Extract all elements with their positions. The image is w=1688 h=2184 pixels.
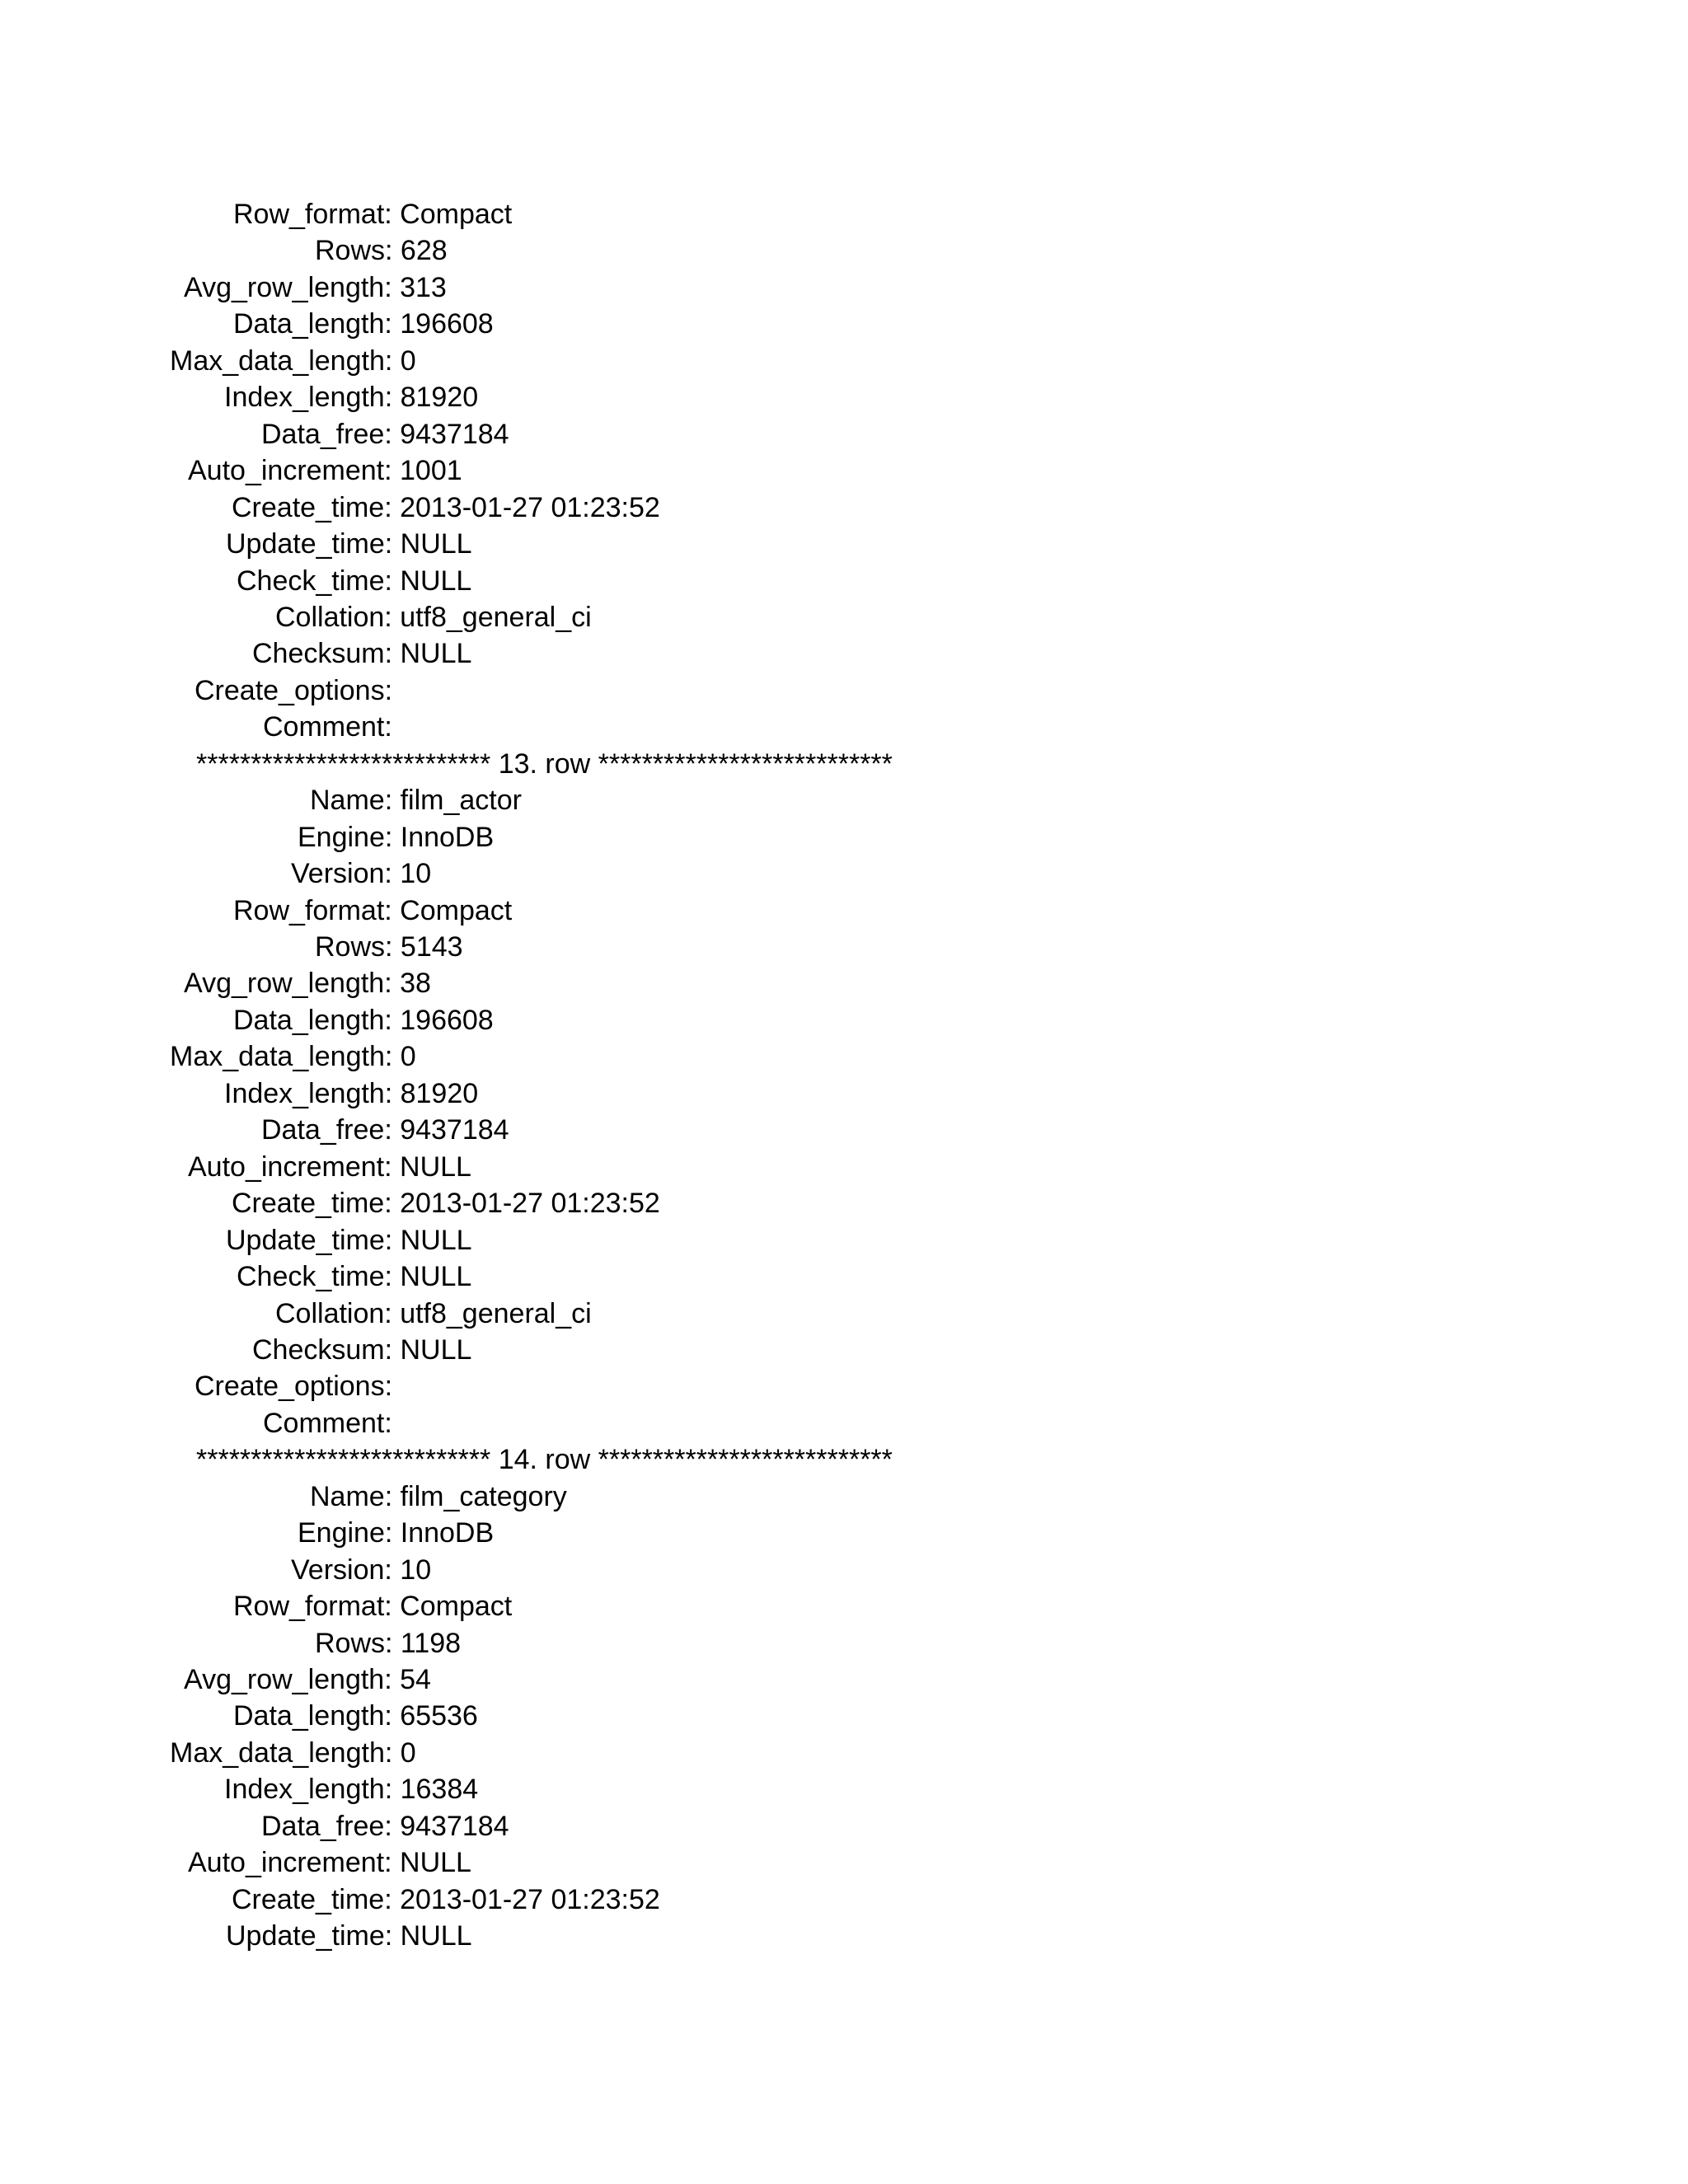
text-line-collation: Collation: utf8_general_ci xyxy=(275,1298,592,1329)
text-line-check-time: Check_time: NULL xyxy=(237,565,472,597)
text-line-max-data-length: Max_data_length: 0 xyxy=(170,1737,416,1769)
row-separator-14: *************************** 14. row *************************** xyxy=(196,1444,893,1475)
text-line-create-time: Create_time: 2013-01-27 01:23:52 xyxy=(232,492,660,523)
text-line-avg-row-length: Avg_row_length: 313 xyxy=(184,272,447,303)
text-line-data-free: Data_free: 9437184 xyxy=(261,419,509,450)
text-line-create-options: Create_options: xyxy=(195,675,393,706)
text-line-update-time: Update_time: NULL xyxy=(226,1920,472,1952)
text-line-max-data-length: Max_data_length: 0 xyxy=(170,345,416,377)
text-line-checksum: Checksum: NULL xyxy=(252,1334,472,1366)
text-line-data-free: Data_free: 9437184 xyxy=(261,1114,509,1146)
text-line-update-time: Update_time: NULL xyxy=(226,528,472,560)
text-line-comment: Comment: xyxy=(263,1408,392,1439)
text-line-check-time: Check_time: NULL xyxy=(237,1261,472,1292)
text-line-max-data-length: Max_data_length: 0 xyxy=(170,1041,416,1072)
text-line-avg-row-length: Avg_row_length: 54 xyxy=(184,1664,431,1695)
text-line-row-format: Row_format: Compact xyxy=(233,199,513,230)
text-line-checksum: Checksum: NULL xyxy=(252,638,472,669)
text-line-auto-increment: Auto_increment: NULL xyxy=(188,1151,471,1183)
text-line-comment: Comment: xyxy=(263,711,392,743)
text-line-row-format: Row_format: Compact xyxy=(233,1591,513,1622)
text-line-auto-increment: Auto_increment: 1001 xyxy=(188,455,462,486)
row-separator-13: *************************** 13. row *************************** xyxy=(196,748,893,780)
text-line-data-length: Data_length: 196608 xyxy=(233,1005,494,1036)
text-line-data-free: Data_free: 9437184 xyxy=(261,1811,509,1842)
text-line-index-length: Index_length: 81920 xyxy=(224,1078,479,1109)
text-line-data-length: Data_length: 65536 xyxy=(233,1700,478,1732)
text-line-auto-increment: Auto_increment: NULL xyxy=(188,1847,471,1878)
text-line-collation: Collation: utf8_general_ci xyxy=(275,602,592,633)
text-line-rows: Rows: 5143 xyxy=(315,931,463,963)
text-line-index-length: Index_length: 16384 xyxy=(224,1774,479,1805)
text-line-data-length: Data_length: 196608 xyxy=(233,308,494,340)
text-line-rows: Rows: 1198 xyxy=(315,1628,462,1659)
text-line-index-length: Index_length: 81920 xyxy=(224,382,479,413)
text-line-create-options: Create_options: xyxy=(195,1371,393,1402)
text-line-version: Version: 10 xyxy=(291,1554,432,1586)
text-line-engine: Engine: InnoDB xyxy=(298,822,495,853)
text-line-create-time: Create_time: 2013-01-27 01:23:52 xyxy=(232,1188,660,1219)
text-line-row-format: Row_format: Compact xyxy=(233,895,513,926)
text-line-name: Name: film_category xyxy=(310,1481,567,1512)
text-line-rows: Rows: 628 xyxy=(315,235,448,266)
text-line-create-time: Create_time: 2013-01-27 01:23:52 xyxy=(232,1884,660,1915)
text-line-name: Name: film_actor xyxy=(310,785,522,816)
text-line-engine: Engine: InnoDB xyxy=(298,1517,495,1549)
text-line-update-time: Update_time: NULL xyxy=(226,1225,472,1256)
text-line-version: Version: 10 xyxy=(291,858,432,889)
text-line-avg-row-length: Avg_row_length: 38 xyxy=(184,968,431,999)
